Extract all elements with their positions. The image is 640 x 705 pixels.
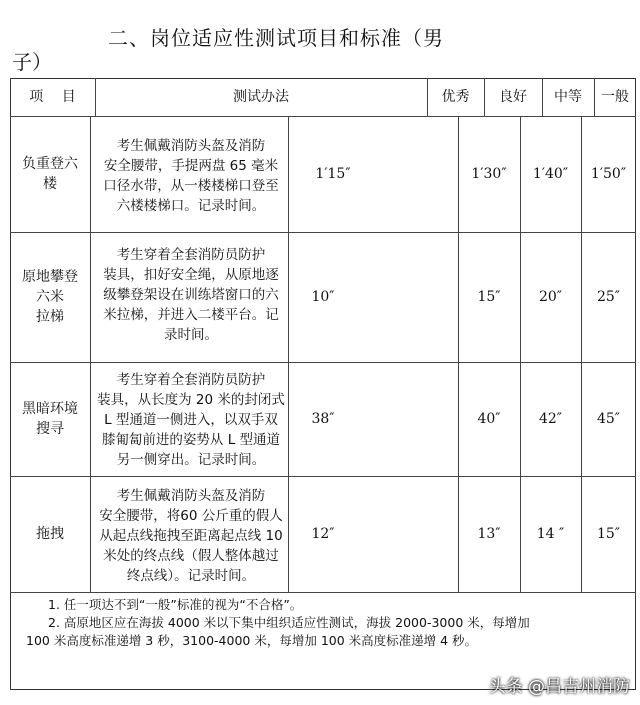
method-line: L 型通道一侧进入，以双手双 — [104, 412, 278, 428]
header-medium: 中等 — [554, 89, 582, 105]
medium-value: 1′40″ — [532, 166, 569, 182]
table-row — [10, 476, 90, 592]
method-line: 六楼楼梯口。记录时间。 — [116, 198, 266, 214]
method-line: 考生穿着全套消防员防护 — [116, 372, 266, 388]
method-line: 考生佩戴消防头盔及消防 — [116, 488, 266, 504]
header-excellent: 优秀 — [441, 89, 470, 105]
body-col-line — [90, 116, 91, 592]
header-item: 项 目 — [29, 89, 76, 105]
item-name: 黑暗环境 — [22, 401, 78, 417]
item-name: 拉梯 — [36, 309, 64, 325]
excellent-value: 12″ — [311, 526, 335, 542]
pass-value: 25″ — [596, 289, 621, 305]
method-line: 从起点线拖拽至距离起点线 10 — [99, 528, 283, 544]
method-line: 米拉梯，并进入二楼平台。记 — [103, 307, 279, 323]
table-row — [10, 116, 90, 232]
item-name: 搜寻 — [36, 421, 64, 437]
page-title-continued: 子） — [12, 50, 52, 74]
method-line: 终点线）。记录时间。 — [126, 568, 256, 584]
table-row — [10, 232, 90, 362]
method-text — [96, 486, 286, 586]
row-divider — [10, 592, 636, 593]
item-name: 六米 — [36, 289, 64, 305]
method-line: 米处的终点线（假人整体越过 — [103, 548, 279, 564]
medium-value: 42″ — [538, 411, 563, 427]
table-row — [10, 362, 90, 476]
method-line: 口径水带，从一楼楼梯口登至 — [103, 178, 279, 194]
pass-value: 1′50″ — [590, 166, 627, 182]
method-line: 膝匍匐前进的姿势从 L 型通道 — [101, 432, 281, 448]
method-line: 安全腰带，手提两盘 65 毫米 — [103, 158, 279, 174]
note-3: 100 米高度标准递增 3 秒，3100-4000 米，每增加 100 米高度标准递增 4 秒。 — [26, 633, 478, 648]
method-line: 另一侧穿出。记录时间。 — [116, 452, 266, 468]
good-value: 40″ — [477, 411, 501, 427]
method-line: 级攀登架设在训练塔窗口的六 — [103, 287, 279, 303]
watermark: 头条 @昌吉州消防 — [488, 677, 630, 697]
method-line: 装具，扣好安全绳，从原地逐 — [103, 267, 279, 283]
header-pass: 一般 — [601, 89, 629, 105]
note-1: 1. 任一项达不到“一般”标准的视为“不合格”。 — [48, 597, 303, 612]
medium-value: 20″ — [538, 289, 563, 305]
method-line: 装具，从长度为 20 米的封闭式 — [97, 392, 285, 408]
method-text — [96, 136, 286, 216]
header-good: 良好 — [499, 89, 527, 105]
item-name: 楼 — [43, 176, 57, 192]
item-name: 原地攀登 — [22, 269, 78, 285]
method-text — [96, 370, 286, 470]
method-line: 录时间。 — [164, 327, 218, 343]
good-value: 1′30″ — [471, 166, 507, 182]
good-value: 15″ — [477, 289, 501, 305]
good-value: 13″ — [477, 526, 501, 542]
pass-value: 45″ — [596, 411, 621, 427]
method-line: 考生穿着全套消防员防护 — [116, 247, 266, 263]
medium-value: 14 ″ — [536, 526, 565, 542]
excellent-value: 1′15″ — [315, 166, 351, 182]
pass-value: 15″ — [596, 526, 621, 542]
method-line: 考生佩戴消防头盔及消防 — [116, 138, 266, 154]
excellent-value: 10″ — [311, 289, 335, 305]
excellent-value: 38″ — [311, 411, 335, 427]
header-method: 测试办法 — [233, 89, 289, 105]
page-title: 二、岗位适应性测试项目和标准（男 — [108, 26, 444, 50]
item-name: 拖拽 — [36, 526, 64, 542]
method-line: 安全腰带，将60 公斤重的假人 — [99, 508, 283, 524]
item-name: 负重登六 — [22, 156, 78, 172]
method-text — [96, 245, 286, 345]
note-2: 2. 高原地区应在海拔 4000 米以下集中组织适应性测试，海拔 2000-3000 米，每增加 — [48, 615, 530, 630]
